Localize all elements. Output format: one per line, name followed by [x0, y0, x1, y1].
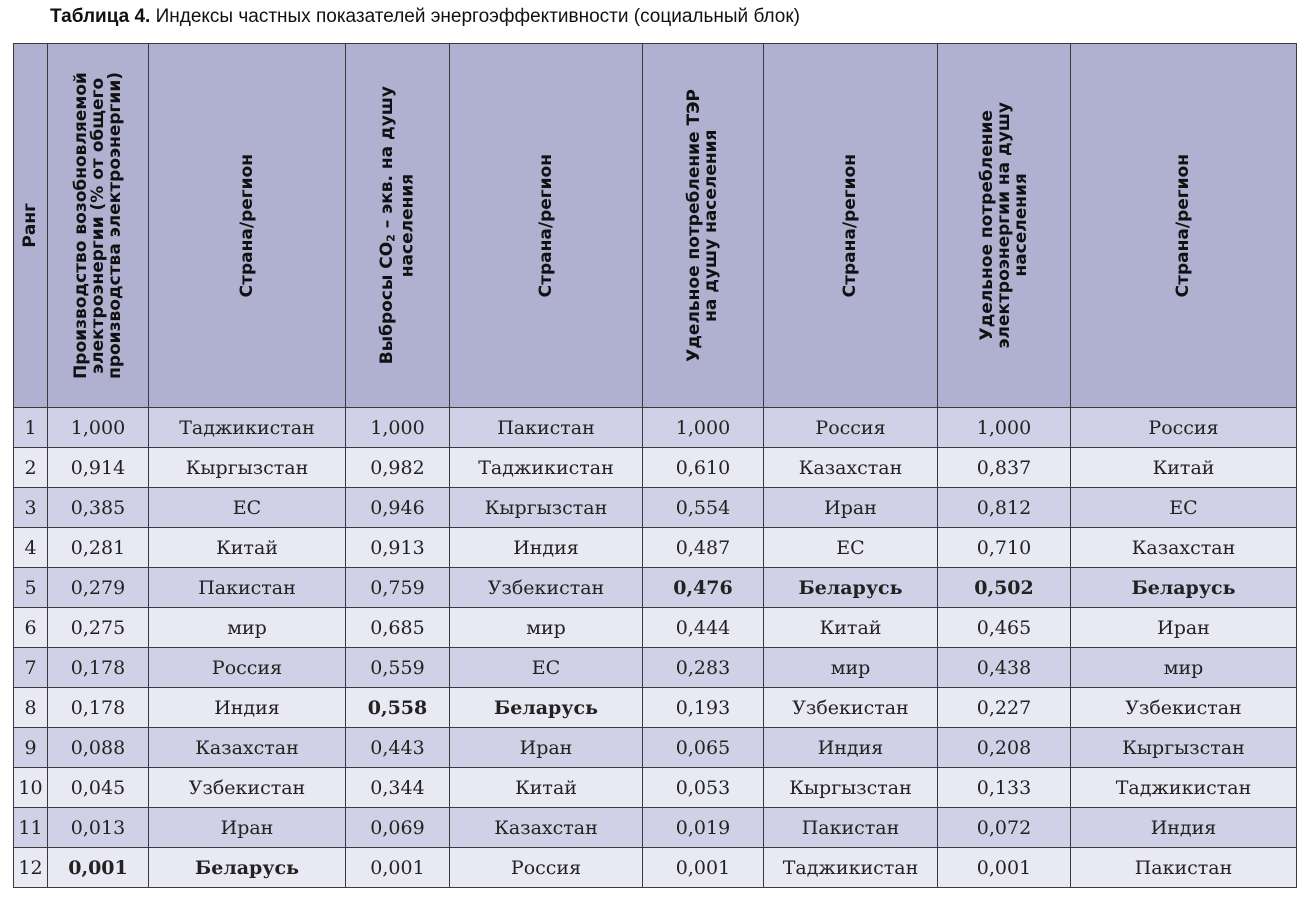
cell-country-2: Казахстан	[450, 808, 643, 848]
cell-rank: 6	[14, 608, 48, 648]
cell-renewable: 0,178	[48, 688, 149, 728]
table-row	[14, 448, 1297, 488]
cell-electricity: 0,710	[938, 528, 1071, 568]
cell-country-2: Китай	[450, 768, 643, 808]
cell-rank: 10	[14, 768, 48, 808]
caption-label: Таблица 4.	[50, 6, 151, 27]
cell-co2: 0,069	[346, 808, 450, 848]
cell-electricity: 0,133	[938, 768, 1071, 808]
cell-fuel: 0,487	[643, 528, 764, 568]
cell-country-3: Беларусь	[764, 568, 938, 608]
cell-country-2: ЕС	[450, 648, 643, 688]
cell-country-4: ЕС	[1071, 488, 1297, 528]
cell-co2: 0,913	[346, 528, 450, 568]
cell-electricity: 1,000	[938, 408, 1071, 448]
header-row	[14, 44, 1297, 408]
cell-fuel: 0,019	[643, 808, 764, 848]
header-renewable: Производство возобновляемой электроэнергии (% от общего производства электроэнергии)	[48, 44, 149, 408]
cell-renewable: 0,385	[48, 488, 149, 528]
cell-rank: 1	[14, 408, 48, 448]
header-country-2: Страна/регион	[450, 44, 643, 408]
table-row	[14, 648, 1297, 688]
cell-electricity: 0,502	[938, 568, 1071, 608]
cell-country-1: Таджикистан	[149, 408, 346, 448]
cell-country-2: Узбекистан	[450, 568, 643, 608]
cell-co2: 0,344	[346, 768, 450, 808]
cell-country-4: Казахстан	[1071, 528, 1297, 568]
cell-rank: 8	[14, 688, 48, 728]
cell-renewable: 0,001	[48, 848, 149, 888]
cell-rank: 9	[14, 728, 48, 768]
cell-co2: 0,558	[346, 688, 450, 728]
cell-rank: 5	[14, 568, 48, 608]
cell-country-4: Россия	[1071, 408, 1297, 448]
cell-country-4: Кыргызстан	[1071, 728, 1297, 768]
cell-electricity: 0,438	[938, 648, 1071, 688]
cell-country-1: мир	[149, 608, 346, 648]
cell-electricity: 0,001	[938, 848, 1071, 888]
cell-country-1: Казахстан	[149, 728, 346, 768]
cell-rank: 4	[14, 528, 48, 568]
header-electricity-consumption: Удельное потребление электроэнергии на душу населения	[938, 44, 1071, 408]
cell-co2: 0,982	[346, 448, 450, 488]
table-row	[14, 808, 1297, 848]
cell-renewable: 0,013	[48, 808, 149, 848]
cell-co2: 0,946	[346, 488, 450, 528]
cell-country-2: Россия	[450, 848, 643, 888]
cell-fuel: 0,193	[643, 688, 764, 728]
cell-fuel: 0,554	[643, 488, 764, 528]
cell-country-3: Таджикистан	[764, 848, 938, 888]
cell-rank: 11	[14, 808, 48, 848]
table-row	[14, 568, 1297, 608]
cell-country-1: Узбекистан	[149, 768, 346, 808]
cell-co2: 1,000	[346, 408, 450, 448]
cell-country-3: мир	[764, 648, 938, 688]
cell-country-4: мир	[1071, 648, 1297, 688]
table-row	[14, 728, 1297, 768]
cell-country-2: Иран	[450, 728, 643, 768]
header-co2: Выбросы $CO_2$ – экв. на душу населения	[346, 44, 450, 408]
cell-country-1: Иран	[149, 808, 346, 848]
table-row	[14, 528, 1297, 568]
cell-country-2: Индия	[450, 528, 643, 568]
cell-country-2: Таджикистан	[450, 448, 643, 488]
cell-electricity: 0,465	[938, 608, 1071, 648]
cell-country-4: Иран	[1071, 608, 1297, 648]
cell-country-4: Узбекистан	[1071, 688, 1297, 728]
cell-country-3: Иран	[764, 488, 938, 528]
cell-country-1: Пакистан	[149, 568, 346, 608]
cell-country-1: Беларусь	[149, 848, 346, 888]
header-country-3: Страна/регион	[764, 44, 938, 408]
caption-text: Индексы частных показателей энергоэффективности (социальный блок)	[150, 6, 800, 27]
cell-country-4: Таджикистан	[1071, 768, 1297, 808]
cell-rank: 12	[14, 848, 48, 888]
cell-country-4: Пакистан	[1071, 848, 1297, 888]
cell-rank: 2	[14, 448, 48, 488]
cell-renewable: 0,281	[48, 528, 149, 568]
cell-country-3: Казахстан	[764, 448, 938, 488]
cell-country-1: Китай	[149, 528, 346, 568]
cell-country-2: мир	[450, 608, 643, 648]
cell-fuel: 1,000	[643, 408, 764, 448]
header-rank: Ранг	[14, 44, 48, 408]
cell-fuel: 0,001	[643, 848, 764, 888]
cell-co2: 0,759	[346, 568, 450, 608]
cell-co2: 0,685	[346, 608, 450, 648]
header-fuel-consumption: Удельное потребление ТЭР на душу населения	[643, 44, 764, 408]
cell-electricity: 0,072	[938, 808, 1071, 848]
cell-country-3: Китай	[764, 608, 938, 648]
cell-fuel: 0,283	[643, 648, 764, 688]
header-country-1: Страна/регион	[149, 44, 346, 408]
table-row	[14, 488, 1297, 528]
cell-country-1: Россия	[149, 648, 346, 688]
cell-country-1: Кыргызстан	[149, 448, 346, 488]
cell-country-3: Узбекистан	[764, 688, 938, 728]
cell-country-3: Россия	[764, 408, 938, 448]
cell-co2: 0,001	[346, 848, 450, 888]
cell-country-2: Кыргызстан	[450, 488, 643, 528]
table-row	[14, 768, 1297, 808]
cell-fuel: 0,065	[643, 728, 764, 768]
cell-country-3: ЕС	[764, 528, 938, 568]
cell-country-3: Индия	[764, 728, 938, 768]
table-row	[14, 848, 1297, 888]
cell-country-3: Кыргызстан	[764, 768, 938, 808]
cell-rank: 7	[14, 648, 48, 688]
cell-fuel: 0,610	[643, 448, 764, 488]
cell-renewable: 0,275	[48, 608, 149, 648]
cell-co2: 0,559	[346, 648, 450, 688]
cell-renewable: 0,178	[48, 648, 149, 688]
table-caption	[50, 6, 800, 28]
cell-renewable: 0,279	[48, 568, 149, 608]
cell-country-4: Беларусь	[1071, 568, 1297, 608]
energy-efficiency-table	[13, 43, 1297, 888]
cell-fuel: 0,476	[643, 568, 764, 608]
table-row	[14, 408, 1297, 448]
table-row	[14, 688, 1297, 728]
header-country-4: Страна/регион	[1071, 44, 1297, 408]
cell-rank: 3	[14, 488, 48, 528]
cell-renewable: 0,914	[48, 448, 149, 488]
cell-country-4: Китай	[1071, 448, 1297, 488]
cell-renewable: 1,000	[48, 408, 149, 448]
cell-renewable: 0,088	[48, 728, 149, 768]
cell-country-2: Пакистан	[450, 408, 643, 448]
table-row	[14, 608, 1297, 648]
cell-electricity: 0,208	[938, 728, 1071, 768]
cell-electricity: 0,837	[938, 448, 1071, 488]
cell-country-2: Беларусь	[450, 688, 643, 728]
cell-fuel: 0,444	[643, 608, 764, 648]
cell-country-4: Индия	[1071, 808, 1297, 848]
cell-electricity: 0,227	[938, 688, 1071, 728]
cell-country-1: Индия	[149, 688, 346, 728]
cell-fuel: 0,053	[643, 768, 764, 808]
cell-electricity: 0,812	[938, 488, 1071, 528]
cell-co2: 0,443	[346, 728, 450, 768]
cell-renewable: 0,045	[48, 768, 149, 808]
cell-country-3: Пакистан	[764, 808, 938, 848]
cell-country-1: ЕС	[149, 488, 346, 528]
